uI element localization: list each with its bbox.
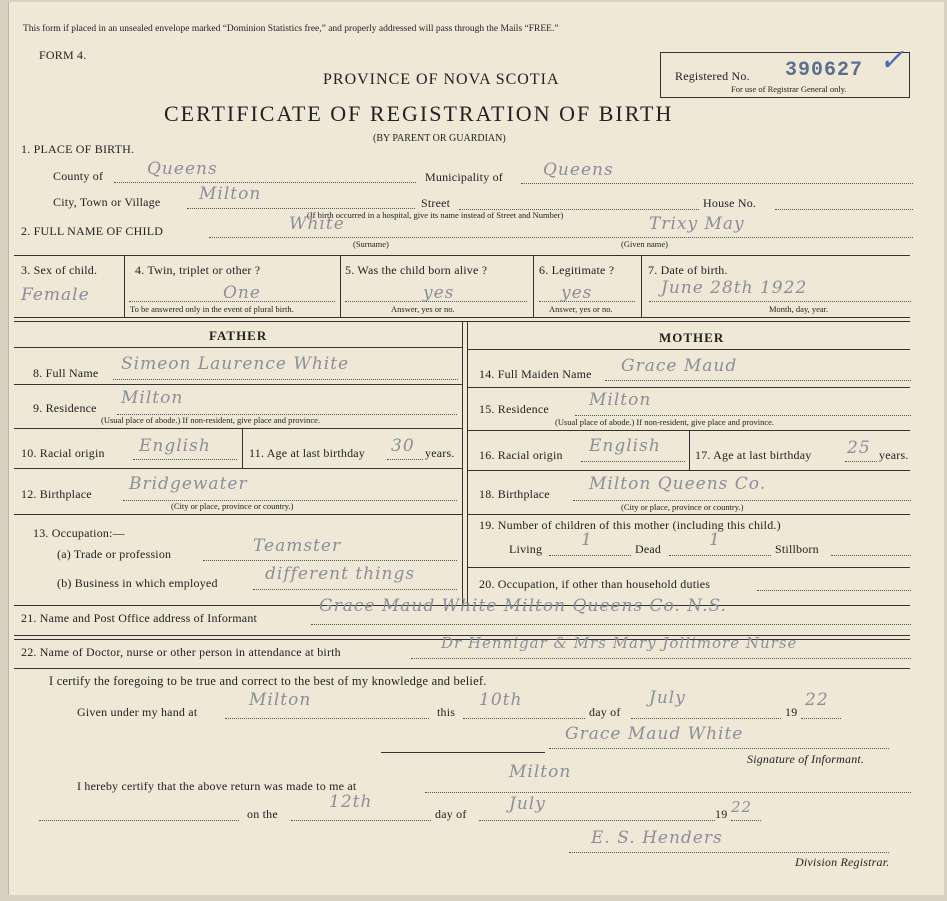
informant-value: Grace Maud White Milton Queens Co. N.S. bbox=[319, 596, 727, 616]
child-given-name: Trixy May bbox=[649, 214, 745, 234]
stillborn-label: Stillborn bbox=[775, 542, 819, 556]
mother-heading: MOTHER bbox=[659, 330, 725, 345]
registrar-note: For use of Registrar General only. bbox=[731, 84, 847, 94]
trade-value: Teamster bbox=[253, 536, 342, 556]
day-of-label: day of bbox=[589, 705, 621, 719]
father-birthplace-note: (City or place, province or country.) bbox=[171, 501, 294, 511]
month-value: July bbox=[649, 688, 686, 708]
date-note: Month, day, year. bbox=[769, 304, 829, 314]
sex-label: 3. Sex of child. bbox=[21, 263, 98, 277]
mother-age-label: 17. Age at last birthday bbox=[695, 448, 812, 462]
mother-age-value: 25 bbox=[847, 438, 871, 458]
mother-birthplace-label: 18. Birthplace bbox=[479, 487, 550, 501]
mother-age-years: years. bbox=[879, 448, 909, 462]
twin-value: One bbox=[223, 283, 261, 303]
return-day-value: 12th bbox=[329, 792, 373, 812]
children-label: 19. Number of children of this mother (including this child.) bbox=[479, 518, 781, 532]
given-place-value: Milton bbox=[249, 690, 312, 710]
mother-occupation-label: 20. Occupation, if other than household duties bbox=[479, 577, 711, 591]
city-value: Milton bbox=[199, 184, 262, 204]
alive-note: Answer, yes or no. bbox=[391, 304, 455, 314]
mother-racial-label: 16. Racial origin bbox=[479, 448, 563, 462]
on-the-label: on the bbox=[247, 807, 278, 821]
envelope-note: This form if placed in an unsealed envelope marked “Dominion Statistics free,” and properly addressed will pass through the Mails “FREE.” bbox=[23, 24, 559, 34]
certify-statement: I certify the foregoing to be true and correct to the best of my knowledge and belief. bbox=[49, 674, 487, 688]
father-occupation-label: 13. Occupation:— bbox=[33, 526, 125, 540]
father-name-value: Simeon Laurence White bbox=[121, 354, 350, 374]
hospital-note: (If birth occurred in a hospital, give its name instead of Street and Number) bbox=[307, 210, 564, 220]
father-heading: FATHER bbox=[209, 328, 268, 343]
city-label: City, Town or Village bbox=[53, 195, 161, 209]
legitimate-label: 6. Legitimate ? bbox=[539, 263, 615, 277]
legitimate-note: Answer, yes or no. bbox=[549, 304, 613, 314]
return-year-value: 22 bbox=[731, 798, 753, 816]
father-age-value: 30 bbox=[391, 436, 415, 456]
sex-value: Female bbox=[21, 285, 90, 305]
this-label: this bbox=[437, 705, 456, 719]
father-racial-label: 10. Racial origin bbox=[21, 446, 105, 460]
registrar-signature: E. S. Henders bbox=[591, 828, 723, 848]
doctor-label: 22. Name of Doctor, nurse or other person in attendance at birth bbox=[21, 645, 341, 659]
mother-residence-value: Milton bbox=[589, 390, 652, 410]
father-residence-label: 9. Residence bbox=[33, 401, 97, 415]
informant-label: 21. Name and Post Office address of Informant bbox=[21, 611, 258, 625]
date-label: 7. Date of birth. bbox=[648, 263, 728, 277]
year-prefix: 19 bbox=[785, 705, 798, 719]
registered-number: 390627 bbox=[785, 59, 864, 82]
twin-label: 4. Twin, triplet or other ? bbox=[135, 263, 261, 277]
this-day-value: 10th bbox=[479, 690, 523, 710]
county-value: Queens bbox=[147, 159, 218, 179]
alive-label: 5. Was the child born alive ? bbox=[345, 263, 488, 277]
dead-value: 1 bbox=[709, 530, 721, 550]
birth-certificate-form bbox=[8, 2, 944, 895]
twin-note: To be answered only in the event of plural birth. bbox=[130, 304, 294, 314]
informant-signature: Grace Maud White bbox=[565, 724, 744, 744]
checkmark-icon: ✓ bbox=[879, 44, 905, 77]
house-label: House No. bbox=[703, 196, 757, 210]
given-name-note: (Given name) bbox=[621, 239, 668, 249]
province-title: PROVINCE OF NOVA SCOTIA bbox=[323, 71, 560, 88]
father-racial-value: English bbox=[139, 436, 211, 456]
mother-residence-label: 15. Residence bbox=[479, 402, 549, 416]
certificate-subtitle: (BY PARENT OR GUARDIAN) bbox=[373, 133, 506, 144]
registered-label: Registered No. bbox=[675, 69, 750, 83]
year-value: 22 bbox=[805, 690, 829, 710]
dead-label: Dead bbox=[635, 542, 662, 556]
surname-note: (Surname) bbox=[353, 239, 389, 249]
legitimate-value: yes bbox=[561, 283, 593, 303]
trade-label: (a) Trade or profession bbox=[57, 547, 172, 561]
day-of-label-2: day of bbox=[435, 807, 467, 821]
return-label: I hereby certify that the above return was made to me at bbox=[77, 779, 357, 793]
business-label: (b) Business in which employed bbox=[57, 576, 218, 590]
return-place-value: Milton bbox=[509, 762, 572, 782]
mother-maiden-label: 14. Full Maiden Name bbox=[479, 367, 592, 381]
mother-racial-value: English bbox=[589, 436, 661, 456]
county-label: County of bbox=[53, 169, 104, 183]
signature-divider bbox=[381, 752, 545, 753]
municipality-value: Queens bbox=[543, 160, 614, 180]
father-birthplace-label: 12. Birthplace bbox=[21, 487, 92, 501]
street-label: Street bbox=[421, 196, 451, 210]
registrar-label: Division Registrar. bbox=[795, 855, 890, 869]
alive-value: yes bbox=[423, 283, 455, 303]
father-age-years: years. bbox=[425, 446, 455, 460]
child-name-label: 2. FULL NAME OF CHILD bbox=[21, 224, 164, 238]
return-year-prefix: 19 bbox=[715, 807, 728, 821]
father-birthplace-value: Bridgewater bbox=[129, 474, 248, 494]
mother-maiden-value: Grace Maud bbox=[621, 356, 738, 376]
mother-birthplace-value: Milton Queens Co. bbox=[589, 474, 767, 494]
father-abode-note: (Usual place of abode.) If non-resident, give place and province. bbox=[101, 415, 321, 425]
certificate-title: CERTIFICATE OF REGISTRATION OF BIRTH bbox=[164, 101, 674, 126]
father-residence-value: Milton bbox=[121, 388, 184, 408]
father-age-label: 11. Age at last birthday bbox=[249, 446, 365, 460]
return-month-value: July bbox=[509, 794, 546, 814]
living-value: 1 bbox=[581, 530, 593, 550]
informant-signature-label: Signature of Informant. bbox=[747, 752, 865, 766]
living-label: Living bbox=[509, 542, 543, 556]
form-number: FORM 4. bbox=[39, 48, 87, 62]
mother-birthplace-note: (City or place, province or country.) bbox=[621, 502, 744, 512]
child-surname: White bbox=[289, 214, 345, 234]
business-value: different things bbox=[265, 564, 416, 584]
given-under-label: Given under my hand at bbox=[77, 705, 198, 719]
municipality-label: Municipality of bbox=[425, 170, 503, 184]
doctor-value: Dr Hennigar & Mrs Mary Jollimore Nurse bbox=[441, 634, 798, 652]
place-heading: 1. PLACE OF BIRTH. bbox=[21, 142, 135, 156]
date-value: June 28th 1922 bbox=[661, 278, 808, 298]
father-name-label: 8. Full Name bbox=[33, 366, 99, 380]
mother-abode-note: (Usual place of abode.) If non-resident, give place and province. bbox=[555, 417, 775, 427]
registered-number-box bbox=[660, 44, 910, 98]
